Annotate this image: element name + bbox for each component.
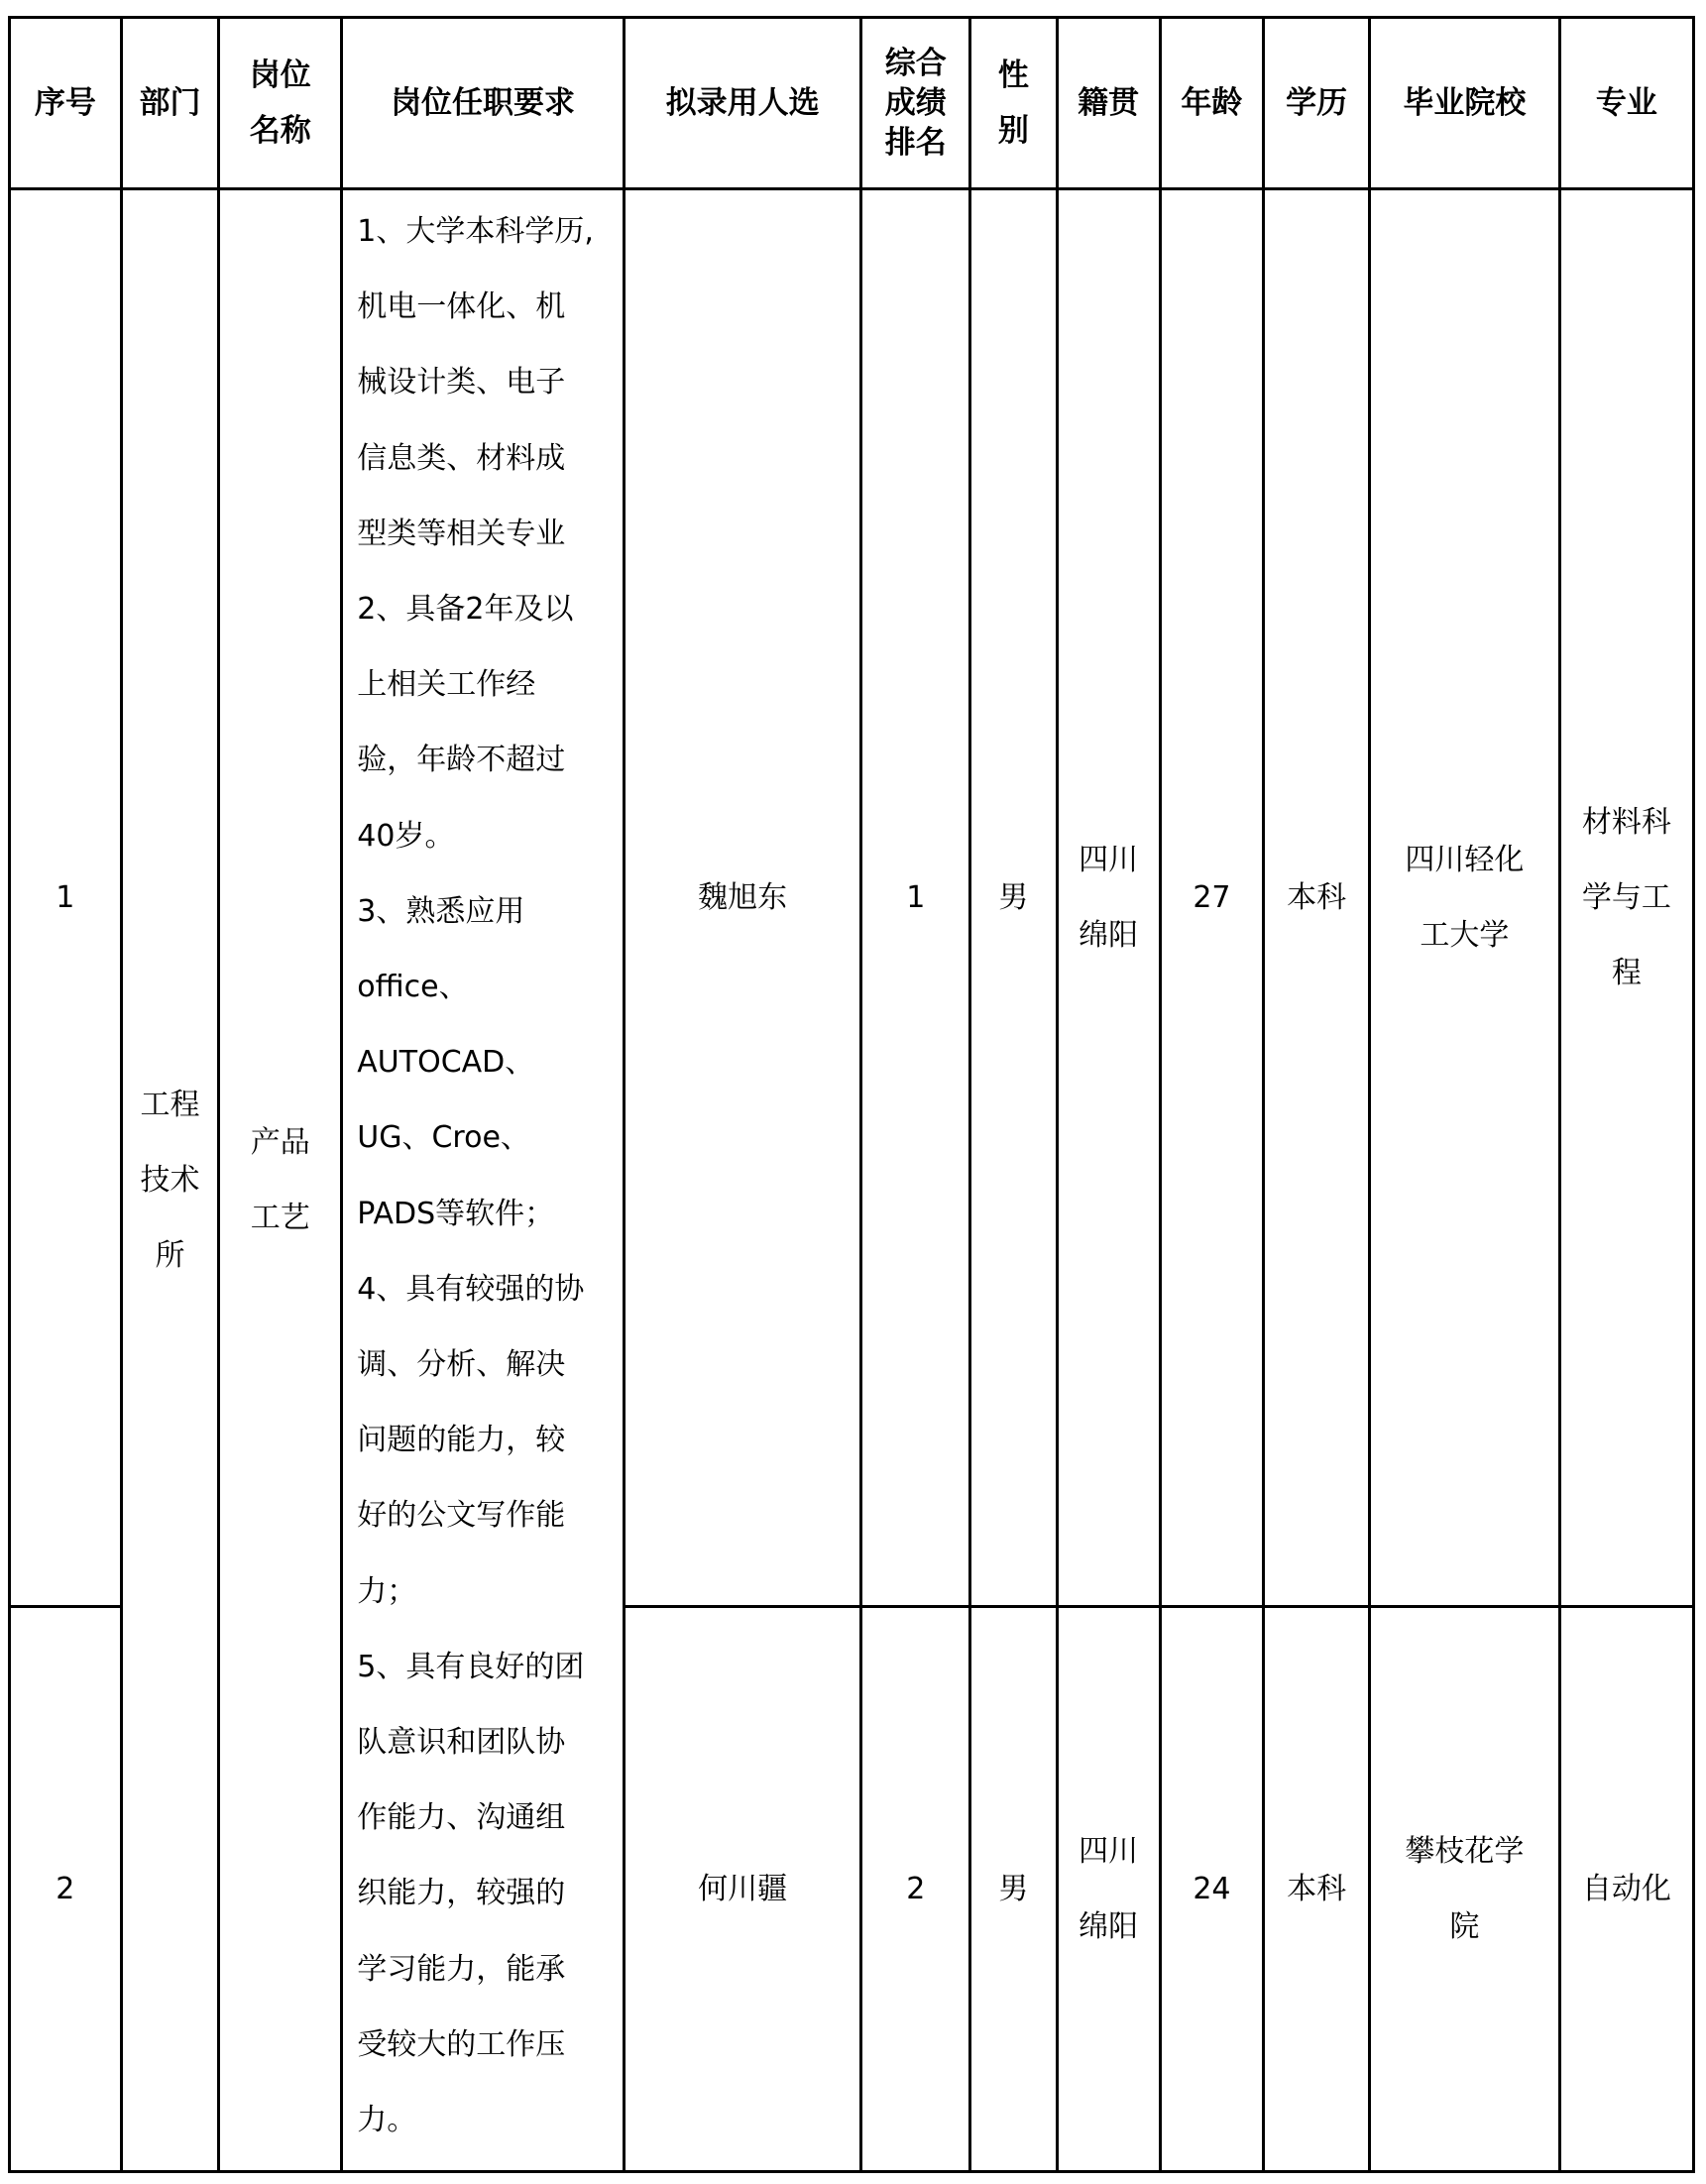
dept-line: 所 (155, 1237, 185, 1273)
requirement-line: 40岁。 (357, 818, 455, 854)
school-line: 攀枝花学 (1405, 1833, 1525, 1869)
requirement-line: 5、具有良好的团 (357, 1649, 585, 1684)
header-row (10, 18, 1694, 189)
header-education: 学历 (1264, 18, 1370, 189)
header-post-line: 岗位 (249, 57, 311, 93)
requirement-line: 信息类、材料成 (357, 440, 566, 476)
header-dept: 部门 (121, 18, 219, 189)
cell-requirements (342, 189, 625, 2172)
requirement-line: UG、Croe、 (357, 1120, 530, 1156)
header-age: 年龄 (1160, 18, 1263, 189)
requirement-line: PADS等软件； (357, 1196, 555, 1231)
cell-major (1559, 189, 1693, 1607)
cell-candidate: 魏旭东 (624, 189, 860, 1607)
cell-age: 27 (1160, 189, 1263, 1607)
cell-education: 本科 (1264, 189, 1370, 1607)
dept-line: 技术 (140, 1162, 200, 1198)
requirement-line: 型类等相关专业 (357, 516, 566, 551)
cell-post (219, 189, 342, 2172)
cell-age: 24 (1160, 1607, 1263, 2172)
header-gender (970, 18, 1057, 189)
cell-origin (1057, 1607, 1160, 2172)
major-line: 自动化 (1581, 1871, 1671, 1906)
header-gender-line: 性 (997, 57, 1029, 93)
header-origin: 籍贯 (1057, 18, 1160, 189)
header-requirements: 岗位任职要求 (342, 18, 625, 189)
requirement-line: 验，年龄不超过 (357, 743, 566, 778)
cell-origin (1057, 189, 1160, 1607)
school-line: 四川轻化 (1405, 842, 1525, 877)
major-line: 材料科 (1581, 804, 1671, 840)
table-row (10, 189, 1694, 1607)
origin-line: 绵阳 (1079, 917, 1139, 953)
cell-rank: 2 (861, 1607, 970, 2172)
header-school: 毕业院校 (1370, 18, 1560, 189)
requirement-line: 力。 (357, 2103, 417, 2138)
origin-line: 绵阳 (1079, 1908, 1139, 1944)
school-line: 院 (1449, 1908, 1480, 1944)
origin-line: 四川 (1079, 1833, 1139, 1869)
requirement-line: 3、熟悉应用 (357, 893, 525, 929)
requirement-line: 作能力、沟通组 (357, 1800, 566, 1836)
requirement-line: 力； (357, 1573, 417, 1609)
header-major: 专业 (1559, 18, 1693, 189)
requirement-line: AUTOCAD、 (357, 1045, 535, 1081)
cell-rank: 1 (861, 189, 970, 1607)
requirement-line: 好的公文写作能 (357, 1498, 566, 1534)
post-line: 产品 (250, 1124, 310, 1160)
cell-seq: 1 (10, 189, 122, 1607)
school-line: 工大学 (1420, 917, 1510, 953)
cell-dept (121, 189, 219, 2172)
header-candidate: 拟录用人选 (624, 18, 860, 189)
origin-line: 四川 (1079, 842, 1139, 877)
cell-candidate: 何川疆 (624, 1607, 860, 2172)
requirement-line: 4、具有较强的协 (357, 1271, 585, 1307)
requirement-line: 受较大的工作压 (357, 2026, 566, 2062)
requirement-line: 队意识和团队协 (357, 1725, 566, 1761)
requirement-line: office、 (357, 970, 469, 1005)
cell-gender: 男 (970, 189, 1057, 1607)
recruitment-table (8, 16, 1695, 2173)
requirement-line: 织能力，较强的 (357, 1876, 566, 1911)
requirement-line: 上相关工作经 (357, 667, 536, 703)
header-rank-line: 排名 (884, 125, 947, 161)
major-line: 学与工 (1581, 879, 1671, 915)
header-rank-line: 成绩 (884, 85, 947, 121)
header-rank-line: 综合 (884, 46, 947, 81)
requirement-line: 2、具备2年及以 (357, 592, 574, 628)
requirement-line: 1、大学本科学历, (357, 214, 594, 249)
dept-line: 工程 (140, 1087, 200, 1122)
post-line: 工艺 (250, 1200, 310, 1235)
cell-education: 本科 (1264, 1607, 1370, 2172)
requirement-line: 学习能力，能承 (357, 1951, 566, 1987)
cell-major (1559, 1607, 1693, 2172)
cell-school (1370, 1607, 1560, 2172)
header-post (219, 18, 342, 189)
header-seq: 序号 (10, 18, 122, 189)
cell-school (1370, 189, 1560, 1607)
requirement-line: 问题的能力，较 (357, 1423, 566, 1458)
requirement-line: 调、分析、解决 (357, 1347, 566, 1383)
requirement-line: 械设计类、电子 (357, 365, 566, 401)
header-post-line: 名称 (249, 113, 311, 149)
header-rank (861, 18, 970, 189)
cell-seq: 2 (10, 1607, 122, 2172)
cell-gender: 男 (970, 1607, 1057, 2172)
requirement-line: 机电一体化、机 (357, 289, 566, 325)
header-gender-line: 别 (997, 113, 1029, 149)
major-line: 程 (1611, 955, 1642, 990)
